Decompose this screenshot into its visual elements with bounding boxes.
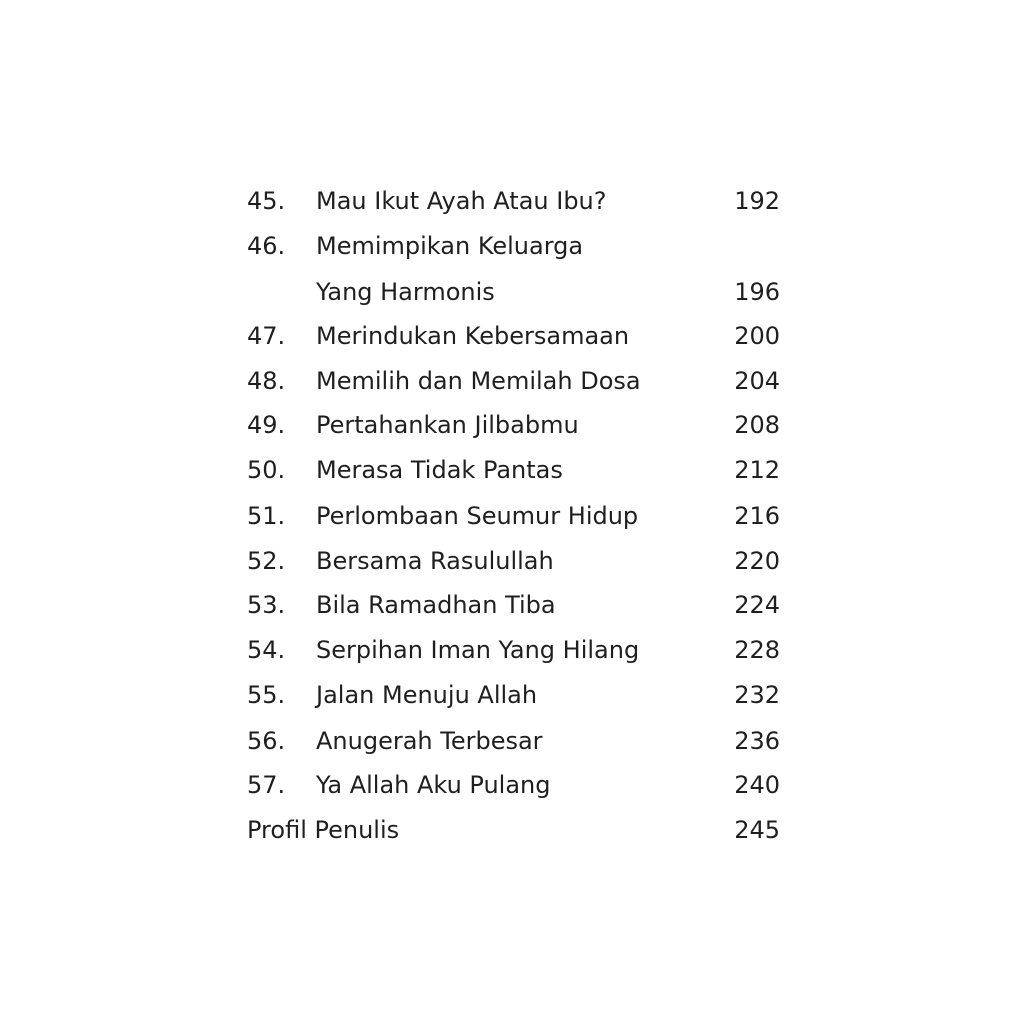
chapter-title: Perlombaan Seumur Hidup bbox=[316, 502, 639, 530]
chapter-title: Memilih dan Memilah Dosa bbox=[316, 367, 641, 395]
page-number: 228 bbox=[734, 636, 780, 664]
chapter-title: Bersama Rasulullah bbox=[316, 547, 554, 575]
toc-row bbox=[0, 316, 1024, 356]
chapter-title: Jalan Menuju Allah bbox=[316, 681, 538, 709]
toc-row bbox=[0, 675, 1024, 715]
chapter-number: 55. bbox=[247, 681, 286, 709]
page-number: 192 bbox=[734, 187, 780, 215]
chapter-number: 46. bbox=[247, 232, 286, 260]
chapter-title: Memimpikan Keluarga bbox=[316, 232, 584, 260]
page-number: 245 bbox=[734, 816, 780, 844]
toc-row bbox=[0, 541, 1024, 581]
chapter-title: Merasa Tidak Pantas bbox=[316, 456, 563, 484]
toc-row bbox=[0, 630, 1024, 670]
chapter-number: 50. bbox=[247, 456, 286, 484]
page-number: 204 bbox=[734, 367, 780, 395]
toc-row bbox=[0, 361, 1024, 401]
toc-row bbox=[0, 450, 1024, 490]
page-number: 240 bbox=[734, 771, 780, 799]
profile-title: Profil Penulis bbox=[247, 816, 400, 844]
chapter-title: Bila Ramadhan Tiba bbox=[316, 591, 556, 619]
chapter-title: Mau Ikut Ayah Atau Ibu? bbox=[316, 187, 607, 215]
chapter-number: 47. bbox=[247, 322, 286, 350]
chapter-title: Ya Allah Aku Pulang bbox=[316, 771, 551, 799]
page-number: 200 bbox=[734, 322, 780, 350]
chapter-title: Serpihan Iman Yang Hilang bbox=[316, 636, 640, 664]
toc-row bbox=[0, 765, 1024, 805]
chapter-title: Pertahankan Jilbabmu bbox=[316, 411, 579, 439]
chapter-number: 51. bbox=[247, 502, 286, 530]
page-number: 224 bbox=[734, 591, 780, 619]
toc-row bbox=[0, 181, 1024, 221]
chapter-title: Merindukan Kebersamaan bbox=[316, 322, 630, 350]
page-number: 196 bbox=[734, 278, 780, 306]
page-number: 236 bbox=[734, 727, 780, 755]
page-number: 232 bbox=[734, 681, 780, 709]
toc-row bbox=[0, 721, 1024, 761]
page-number: 220 bbox=[734, 547, 780, 575]
chapter-number: 53. bbox=[247, 591, 286, 619]
chapter-number: 57. bbox=[247, 771, 286, 799]
page-number: 216 bbox=[734, 502, 780, 530]
page-number: 212 bbox=[734, 456, 780, 484]
chapter-number: 54. bbox=[247, 636, 286, 664]
chapter-number: 49. bbox=[247, 411, 286, 439]
toc-row-profile bbox=[0, 810, 1024, 850]
chapter-title: Yang Harmonis bbox=[316, 278, 495, 306]
chapter-number: 56. bbox=[247, 727, 286, 755]
chapter-title: Anugerah Terbesar bbox=[316, 727, 543, 755]
toc-row-continuation bbox=[0, 272, 1024, 312]
toc-row bbox=[0, 226, 1024, 266]
toc-row bbox=[0, 405, 1024, 445]
toc-row bbox=[0, 585, 1024, 625]
chapter-number: 45. bbox=[247, 187, 286, 215]
page-number: 208 bbox=[734, 411, 780, 439]
chapter-number: 48. bbox=[247, 367, 286, 395]
toc-row bbox=[0, 496, 1024, 536]
chapter-number: 52. bbox=[247, 547, 286, 575]
